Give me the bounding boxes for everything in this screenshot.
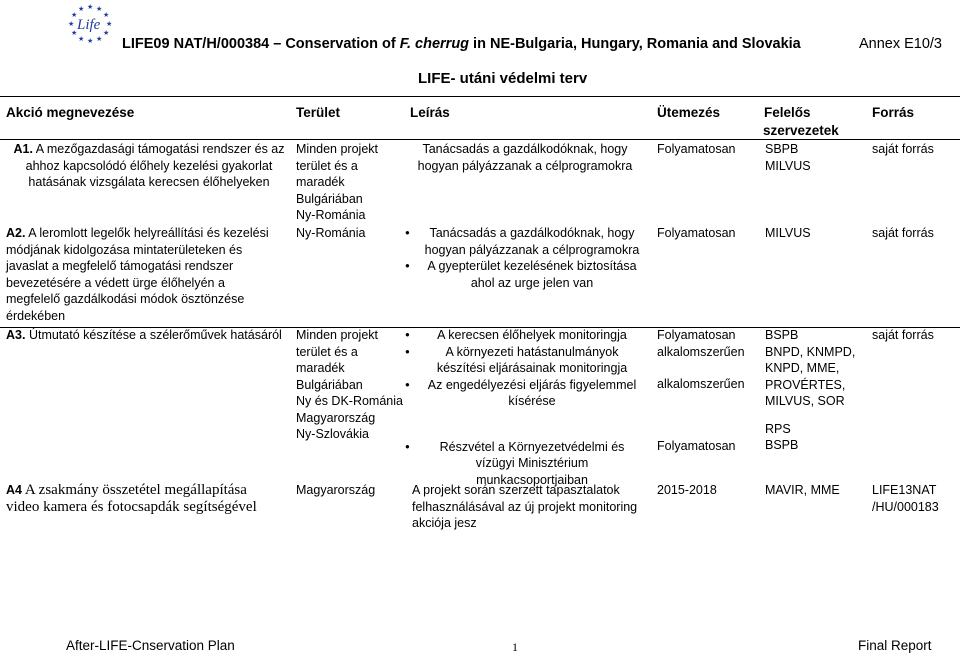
life-logo xyxy=(62,2,118,50)
svg-text:★: ★ xyxy=(103,29,110,37)
svg-text:★: ★ xyxy=(78,5,85,13)
title-prefix: LIFE09 NAT/H/000384 – Conservation of xyxy=(122,36,400,52)
row-a3-source: saját forrás xyxy=(872,328,934,342)
title-species: F. cherrug xyxy=(399,36,470,52)
svg-text:★: ★ xyxy=(71,11,78,19)
document-title xyxy=(122,36,801,52)
row-a2-area: Ny-Románia xyxy=(296,226,366,240)
row-a4-source: LIFE13NAT /HU/000183 xyxy=(872,483,939,514)
svg-text:★: ★ xyxy=(96,35,103,43)
header-action: Akció megnevezése xyxy=(6,105,135,120)
row-a3-description xyxy=(405,327,645,488)
header-responsible-2: szervezetek xyxy=(763,123,839,138)
row-a4-responsible: MAVIR, MME xyxy=(765,483,840,497)
list-item: ● A gyepterület kezelésének biztosítása ahol az urge jelen van xyxy=(405,258,645,291)
row-a4-description: A projekt során szerzett tapasztalatok felhasználásával az új projekt monitoring akciója jesz xyxy=(412,483,638,530)
svg-text:★: ★ xyxy=(71,29,78,37)
svg-text:★: ★ xyxy=(87,3,94,11)
svg-text:★: ★ xyxy=(106,20,113,28)
row-a2-action: A2. A leromlott legelők helyreállítási és kezelési módjának kidolgozása mintaterületeken és javaslat a megfelelő támogatási rendszer bevezetésére a védett ürge élőhelyén a megfelelő gazdálkodási módok ösztönzése érdekében xyxy=(6,226,269,323)
header-description: Leírás xyxy=(410,105,450,120)
row-a3-area: Minden projekt terület és a maradék Bulgáriában Ny és DK-Románia Magyarország Ny-Szlovákia xyxy=(296,328,403,441)
row-a1-responsible: SBPB MILVUS xyxy=(765,142,811,173)
title-suffix: in NE-Bulgaria, Hungary, Romania and Slovakia xyxy=(469,36,801,52)
plan-subtitle: LIFE- utáni védelmi terv xyxy=(418,70,588,87)
footer-right: Final Report xyxy=(858,638,932,653)
row-a3-responsible: BSPB BNPD, KNMPD, KNPD, MME, PROVÉRTES, MILVUS, SOR RPS BSPB xyxy=(765,328,856,452)
footer-left: After-LIFE-Cnservation Plan xyxy=(66,638,235,653)
logo-text: Life xyxy=(77,17,101,33)
header-source: Forrás xyxy=(872,105,915,120)
list-item: ● A kerecsen élőhelyek monitoringja xyxy=(405,327,645,344)
list-item: ● A környezeti hatástanulmányok készítési eljárásainak monitoringja xyxy=(405,344,645,377)
table-top-rule xyxy=(0,96,960,97)
row-a1-source: saját forrás xyxy=(872,142,934,156)
svg-text:★: ★ xyxy=(96,5,103,13)
list-item: ● Tanácsadás a gazdálkodóknak, hogy hogyan pályázzanak a célprogramokra xyxy=(405,225,645,258)
row-a2-description xyxy=(405,225,645,291)
row-a4-action: A4 A zsakmány összetétel megállapítása video kamera és fotocsapdák segítségével xyxy=(6,482,257,515)
svg-text:★: ★ xyxy=(87,37,94,45)
row-a3-schedule: Folyamatosan alkalomszerűen alkalomszerűen Folyamatosan xyxy=(657,328,745,453)
list-item: ● Az engedélyezési eljárás figyelemmel kísérése xyxy=(405,377,645,410)
svg-text:★: ★ xyxy=(103,11,110,19)
annex-label: Annex E10/3 xyxy=(858,36,942,52)
row-a1-area: Minden projekt terület és a maradék Bulgáriában Ny-Románia xyxy=(296,142,378,222)
table-header-rule xyxy=(0,139,960,140)
row-a3-action: A3. Útmutató készítése a szélerőművek hatásáról xyxy=(6,328,282,342)
row-a2-responsible: MILVUS xyxy=(765,226,811,240)
row-a2-schedule: Folyamatosan xyxy=(657,226,736,240)
header-responsible: Felelős xyxy=(764,105,811,120)
page-number: 1 xyxy=(512,640,518,654)
row-a4-schedule: 2015-2018 xyxy=(657,483,717,497)
list-item: ● Részvétel a Környezetvédelmi és vízügyi Minisztérium munkacsoportjaiban xyxy=(405,439,645,489)
svg-text:★: ★ xyxy=(78,35,85,43)
row-a1-description: Tanácsadás a gazdálkodóknak, hogy hogyan pályázzanak a célprogramokra xyxy=(417,142,633,173)
header-schedule: Ütemezés xyxy=(657,105,721,120)
row-a4-area: Magyarország xyxy=(296,483,376,497)
row-a1-action: A1. A mezőgazdasági támogatási rendszer és az ahhoz kapcsolódó élőhely kezelési gyakorlat hatásának vizsgálata kerecsen élőhelyeken xyxy=(13,142,285,189)
header-area: Terület xyxy=(296,105,341,120)
row-a2-source: saját forrás xyxy=(872,226,934,240)
row-a1-schedule: Folyamatosan xyxy=(657,142,736,156)
svg-text:★: ★ xyxy=(68,20,75,28)
